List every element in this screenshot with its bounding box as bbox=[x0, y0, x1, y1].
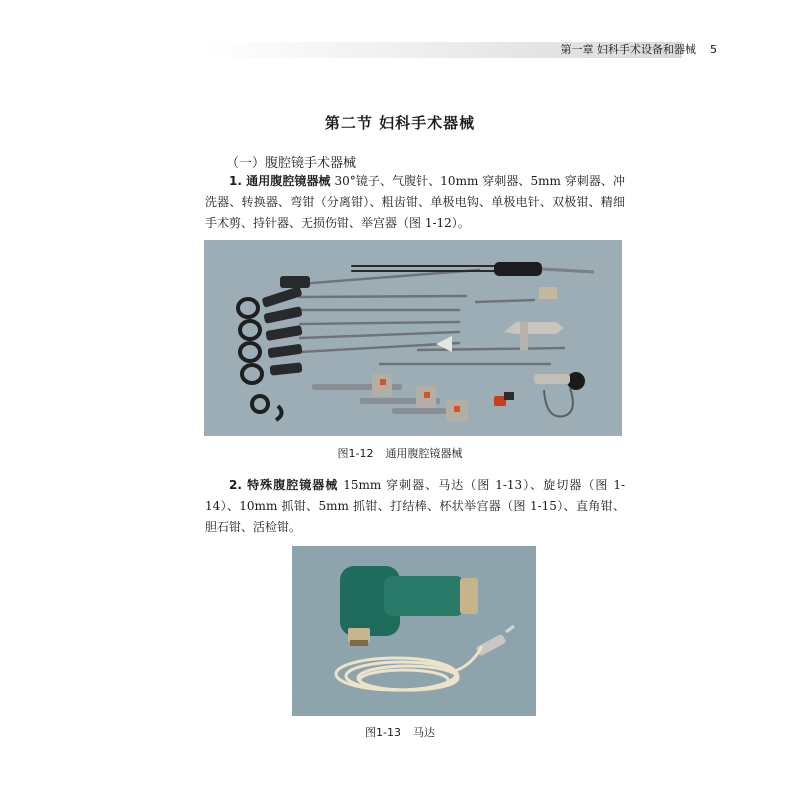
chapter-title: 第一章 妇科手术设备和器械 bbox=[560, 43, 696, 56]
figure-caption-1-12 bbox=[0, 445, 800, 461]
page-number: 5 bbox=[710, 43, 717, 56]
figure-number: 图1-13 bbox=[365, 726, 401, 739]
figure-caption-text: 通用腹腔镜器械 bbox=[385, 447, 463, 460]
paragraph-special-instruments bbox=[205, 475, 625, 538]
figure-photo-laparoscopic-instruments bbox=[204, 240, 622, 436]
paragraph-general-instruments bbox=[205, 171, 625, 234]
paragraph-lead: 2. 特殊腹腔镜器械 bbox=[229, 478, 339, 492]
figure-caption-text: 马达 bbox=[412, 726, 435, 739]
figure-photo-motor bbox=[292, 546, 536, 716]
paragraph-lead: 1. 通用腹腔镜器械 bbox=[229, 174, 331, 188]
running-header bbox=[561, 42, 718, 58]
subheading: （一）腹腔镜手术器械 bbox=[226, 156, 357, 171]
paragraph-body: 15mm 穿刺器、马达（图 1-13）、旋切器（图 1-14）、10mm 抓钳、5mm 抓钳、打结棒、杯状举宫器（图 1-15）、直角钳、胆石钳、活检钳。 bbox=[205, 478, 626, 534]
figure-caption-1-13 bbox=[0, 724, 800, 740]
figure-number: 图1-12 bbox=[337, 447, 374, 460]
paragraph-body: 30°镜子、气腹针、10mm 穿刺器、5mm 穿刺器、冲洗器、转换器、弯钳（分离钳）、粗齿钳、单极电钩、单极电针、双极钳、精细手术剪、持针器、无损伤钳、举宫器（图 1-12）。 bbox=[205, 174, 626, 230]
section-title: 第二节 妇科手术器械 bbox=[324, 114, 476, 132]
